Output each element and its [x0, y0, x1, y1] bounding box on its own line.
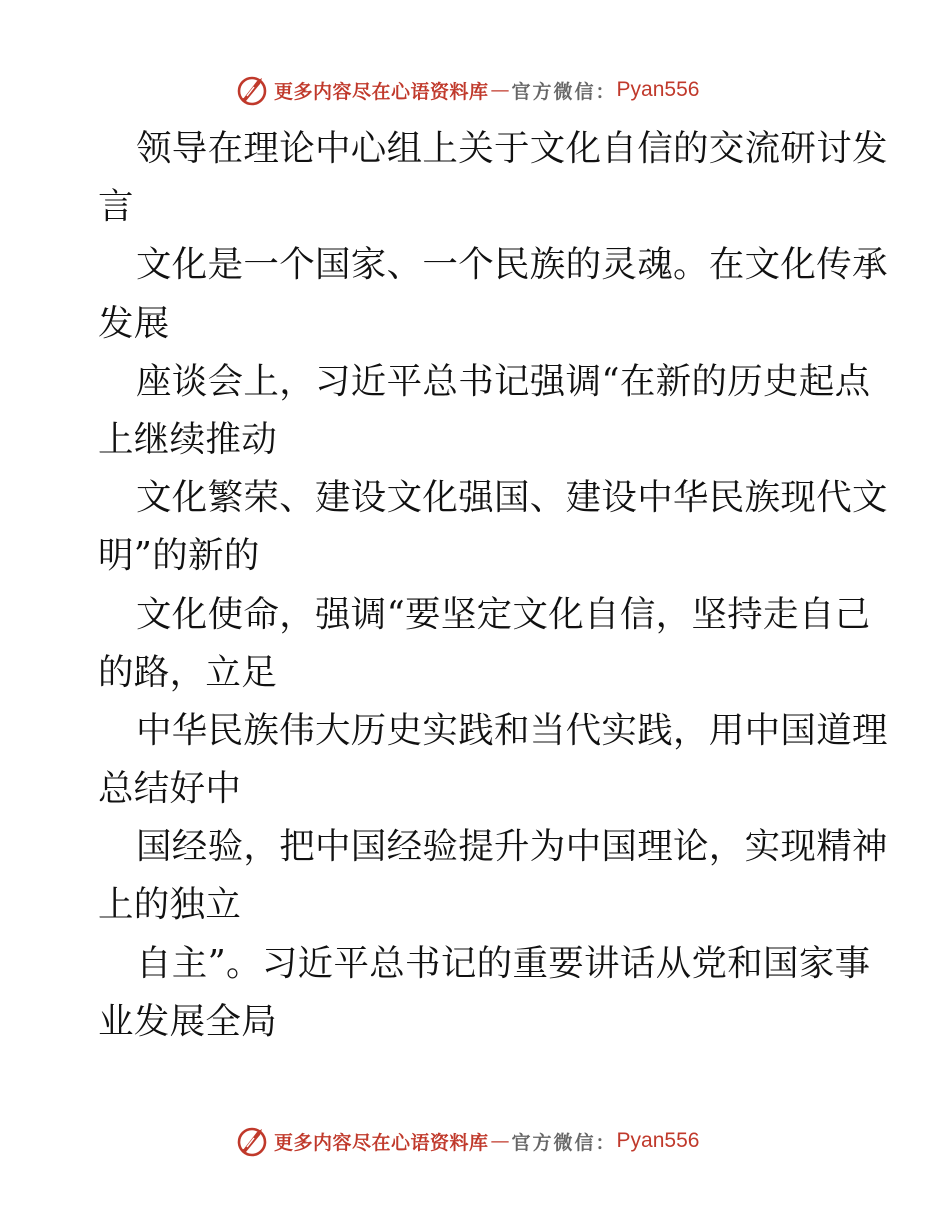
header-contact-label: 官方微信：: [511, 80, 617, 103]
footer-banner: [234, 1121, 699, 1161]
footer-brand-text: 更多内容尽在心语资料库: [274, 1131, 489, 1154]
doc-line: 明”的新的: [98, 535, 260, 577]
footer-contact-id: Pyan556: [616, 1129, 700, 1152]
header-banner: [234, 70, 699, 110]
quill-pen-logo-icon: [234, 1123, 270, 1159]
footer-contact-label: 官方微信：: [511, 1131, 617, 1154]
doc-title-line-1: 领导在理论中心组上关于文化自信的交流研讨发: [136, 128, 888, 169]
doc-line: 文化使命，强调“要坚定文化自信，坚持走自己: [136, 593, 871, 635]
doc-line: 业发展全局: [98, 1000, 278, 1042]
doc-line: 的路，立足: [98, 651, 278, 693]
doc-line: 自主”。习近平总书记的重要讲话从党和国家事: [136, 942, 871, 984]
doc-line: 上的独立: [98, 884, 242, 926]
header-separator: —: [490, 79, 510, 101]
doc-line: 中华民族伟大历史实践和当代实践，用中国道理: [136, 709, 888, 751]
doc-line: 文化是一个国家、一个民族的灵魂。在文化传承: [136, 244, 888, 286]
quill-pen-logo-icon: [234, 72, 270, 108]
header-brand-text: 更多内容尽在心语资料库: [274, 80, 489, 103]
doc-title-line-2: 言: [98, 186, 134, 228]
doc-line: 国经验，把中国经验提升为中国理论，实现精神: [136, 826, 888, 868]
doc-line: 上继续推动: [98, 418, 278, 460]
document-body: [98, 120, 888, 1051]
footer-separator: —: [490, 1130, 510, 1152]
doc-line: 总结好中: [98, 768, 242, 810]
doc-line: 座谈会上，习近平总书记强调“在新的历史起点: [136, 360, 871, 402]
doc-line: 发展: [98, 302, 170, 344]
header-contact-id: Pyan556: [616, 78, 700, 101]
doc-line: 文化繁荣、建设文化强国、建设中华民族现代文: [136, 477, 888, 519]
